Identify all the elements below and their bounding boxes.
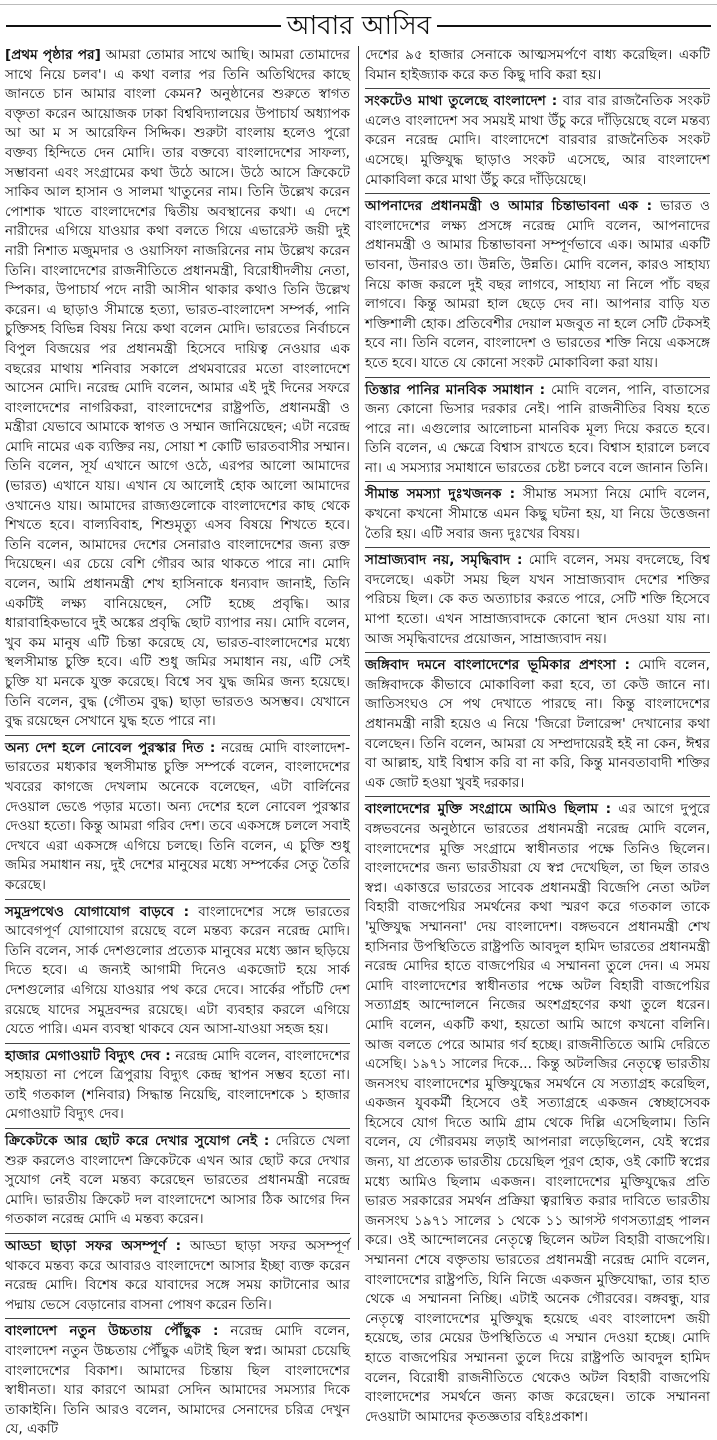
subheading: বাংলাদেশ নতুন উচ্চতায় পৌঁছুক : [5,1323,219,1340]
section-separator [365,547,710,548]
article-paragraph [5,739,350,896]
article-paragraph [365,381,710,479]
left-column [5,46,351,1438]
subheading: তিস্তার পানির মানবিক সমাধান : [365,381,546,398]
article-paragraph [365,197,710,373]
paragraph-text: ভারত ও বাংলাদেশের লক্ষ্য প্রসঙ্গে নরেন্দ্র মোদি বলেন, আপনাদের প্রধানমন্ত্রী ও আমার চিন্তাভাবনা সম্পূর্ণভাবে এক। আমার একটি ভাবনা, উনারও তা। উন্নতি, উন্নতি। মোদি বলেন, কারও সাহায্য নিয়ে কাজ করলে দুই বছর লাগবে, সাহায্য না নিলে পাঁচ বছর লাগবে। কিন্তু আমরা হাল ছেড়ে দেব না। আপনার বাড়ি যত শক্তিশালী হোক। প্রতিবেশীর দেয়াল মজবুত না হলে সেটি টেকসই হবে না। তিনি বলেন, বাংলাদেশ ও ভারতের শক্তি নিয়ে একসঙ্গে হতে হবে। যাতে যে কোনো সংকট মোকাবিলা করা যায়। [365,198,710,371]
section-separator [365,193,710,194]
paragraph-text: মোদি বলেন, সময় বদলেছে, বিশ্ব বদলেছে। একটা সময় ছিল যখন সাম্রাজ্যবাদ দেশের শক্তির পরিচয় ছিল। কে কত অত্যাচার করতে পারে, সেটি শক্তি হিসেবে মাপা হতো। এখন সাম্রাজ্যবাদকে কোনো স্থান দেওয়া যায় না। আজ সমৃদ্ধিবাদের প্রয়োজন, সাম্রাজ্যবাদ নয়। [365,552,710,647]
paragraph-text: বার বার রাজনৈতিক সংকট এলেও বাংলাদেশ সব সময়ই মাথা উঁচু করে দাঁড়িয়েছে বলে মন্তব্য করেন নরেন্দ্র মোদি। বাংলাদেশে বারবার রাজনৈতিক সংকট এসেছে। মুক্তিযুদ্ধ ছাড়াও সংকট এসেছে, আর বাংলাদেশ মোকাবিলা করে মাথা উঁচু করে দাঁড়িয়েছে। [365,93,710,188]
subheading: ক্রিকেটকে আর ছোট করে দেখার সুযোগ নেই : [5,1133,270,1150]
article-paragraph [5,1322,350,1440]
paragraph-text: এর আগে দুপুরে বঙ্গভবনের অনুষ্ঠানে ভারতের প্রধানমন্ত্রী নরেন্দ্র মোদি বলেন, বাংলাদেশের মুক্তি সংগ্রামে স্বাধীনতার পক্ষে তিনিও ছিলেন। বাংলাদেশের জন্য ভারতীয়রা যে স্বপ্ন দেখেছিল, তা ছিল তারও স্বপ্ন। একাত্তরে ভারতের সাবেক প্রধানমন্ত্রী বিজেপি নেতা অটল বিহারী বাজপেয়ির সমর্থনের কথা স্মরণ করে গতকাল তাকে 'মুক্তিযুদ্ধ সম্মাননা' দেয় বাংলাদেশ। বঙ্গভবনে প্রধানমন্ত্রী শেখ হাসিনার উপস্থিতিতে রাষ্ট্রপতি আবদুল হামিদ ভারতের প্রধানমন্ত্রী নরেন্দ্র মোদির হাতে বাজপেয়ির এ সম্মাননা তুলে দেন। এ সময় মোদি বাংলাদেশের স্বাধীনতার পক্ষে অটল বিহারী বাজপেয়ির সত্যাগ্রহ আন্দোলনে নিজের অংশগ্রহণের কথা তুলে ধরেন। মোদি বলেন, একটি কথা, হয়তো আমি আগে কখনো বলিনি। আজ বলতে পেরে আমার গর্ব হচ্ছে। রাজনীতিতে আমি দেরিতে এসেছি। ১৯৭১ সালের দিকে... কিন্তু অটলজির নেতৃত্বে ভারতীয় জনসংঘ বাংলাদেশের মুক্তিযুদ্ধের সমর্থনে যে সত্যাগ্রহ করেছিল, একজন যুবকর্মী হিসেবে ওই সত্যাগ্রহে একজন স্বেচ্ছাসেবক হিসেবে যোগ দিতে আমি গ্রাম থেকে দিল্লি এসেছিলাম। তিনি বলেন, যে গৌরবময় লড়াই আপনারা লড়েছিলেন, যেই স্বপ্নের জন্য, যা প্রত্যেক ভারতীয় চেয়েছিল পূরণ হোক, ওই কোটি স্বপ্নের মধ্যে আমিও ছিলাম একজন। বাংলাদেশের মুক্তিযুদ্ধের প্রতি ভারত সরকারের সমর্থন প্রক্রিয়া ত্বরান্বিত করার দাবিতে ভারতীয় জনসংঘ ১৯৭১ সালের ১ থেকে ১১ আগস্ট গণসত্যাগ্রহ পালন করে। ওই আন্দোলনের নেতৃত্বে ছিলেন অটল বিহারী বাজপেয়ি। সম্মাননা শেষে বক্তৃতায় ভারতের প্রধানমন্ত্রী নরেন্দ্র মোদি বলেন, বাংলাদেশের রাষ্ট্রপতি, যিনি নিজে একজন মুক্তিযোদ্ধা, তার হাত থেকে এ সম্মাননা নিচ্ছি। এটাই অনেক গৌরবের। বঙ্গবন্ধু, যার নেতৃত্বে বাংলাদেশের মুক্তিযুদ্ধ হয়েছে এবং বাংলাদেশ জয়ী হয়েছে, তার মেয়ের উপস্থিতিতে এ সম্মান দেওয়া হচ্ছে। মোদি হাতে বাজপেয়ির সম্মাননা তুলে দিয়ে রাষ্ট্রপতি আবদুল হামিদ বলেন, বিরোধী রাজনীতিতে থেকেও অটল বিহারী বাজপেয়ি বাংলাদেশের সমর্থনে জন্য কাজ করেছেন। তাকে সম্মাননা দেওয়াটা আমাদের কৃতজ্ঞতার বহিঃপ্রকাশ। [365,801,710,1425]
subheading: সমুদ্রপথেও যোগাযোগ বাড়বে : [5,903,190,920]
article-paragraph [5,1132,350,1230]
section-separator [365,481,710,482]
right-column [365,46,711,1425]
subheading: [প্রথম পৃষ্ঠার পর] [5,47,101,63]
section-separator [5,1043,350,1044]
header-rule-left [6,25,281,27]
article-header [0,8,717,44]
article-paragraph [365,92,710,190]
paragraph-text: দেরিতে খেলা শুরু করলেও বাংলাদেশ ক্রিকেটকে এখন আর ছোট করে দেখার সুযোগ নেই বলে মন্তব্য করেছেন ভারতের প্রধানমন্ত্রী নরেন্দ্র মোদি। ভারতীয় ক্রিকেট দল বাংলাদেশে আসার ঠিক আগের দিন গতকাল নরেন্দ্র মোদি এ মন্তব্য করেন। [5,1133,350,1228]
top-border [0,0,717,5]
article-paragraph [365,800,710,1427]
article-paragraph [365,46,710,85]
paragraph-text: আমরা তোমার সাথে আছি। আমরা তোমাদের সাথে নিয়ে চলব'। এ কথা বলার পর তিনি অতিথিদের কাছে জানতে চান আমার বাংলা কেমন? অনুষ্ঠানের শুরুতে স্বাগত বক্তৃতা করেন আয়োজক ঢাকা বিশ্ববিদ্যালয়ের উপাচার্য অধ্যাপক আ আ ম স আরেফিন সিদ্দিক। শুরুটা বাংলায় হলেও পুরো বক্তব্য হিন্দিতে দেন মোদি। তার বক্তব্যে বাংলাদেশের সাফল্য, সম্ভাবনা এবং সংগ্রামের কথা উঠে আসে। উঠে আসে ক্রিকেটে সাকিব আল হাসান ও সালমা খাতুনের নাম। তিনি উল্লেখ করেন পোশাক খাতে বাংলাদেশের দ্বিতীয় অবস্থানের কথা। এ দেশে নারীদের এগিয়ে যাওয়ার কথা বলতে গিয়ে এভারেস্ট জয়ী দুই নারী নিশাত মজুমদার ও ওয়াসিফা নাজরিনের নাম উল্লেখ করেন তিনি। বাংলাদেশের রাজনীতিতে প্রধানমন্ত্রী, বিরোধীদলীয় নেতা, স্পিকার, উপাচার্য পদে নারী আসীন থাকার কথাও তিনি উল্লেখ করেন। এ ছাড়াও সীমান্তে হত্যা, ভারত-বাংলাদেশ সম্পর্ক, পানি চুক্তিসহ বিভিন্ন বিষয় নিয়ে কথা বলেন মোদি। ভারতের নির্বাচনে বিপুল বিজয়ের পর প্রধানমন্ত্রী হিসেবে দায়িত্ব নেওয়ার এক বছরের মাথায় শনিবার সকালে প্রথমবারের মতো বাংলাদেশে আসেন মোদি। নরেন্দ্র মোদি বলেন, আমার এই দুই দিনের সফরে বাংলাদেশের নাগরিকরা, বাংলাদেশের রাষ্ট্রপতি, প্রধানমন্ত্রী ও মন্ত্রীরা যেভাবে আমাকে স্বাগত ও সম্মান জানিয়েছেন; এটা নরেন্দ্র মোদি নামের এক ব্যক্তির নয়, সোয়া শ কোটি ভারতবাসীর সম্মান। তিনি বলেন, সূর্য এখানে আগে ওঠে, এরপর আলো আমাদের (ভারত) এখানে যায়। এখান যে আলোই হোক আলো আমাদের ওখানেও যায়। আমাদের রাজ্যগুলোকে বাংলাদেশের কাছ থেকে শিখতে হবে। বাল্যবিবাহ, শিশুমৃত্যু এসব বিষয়ে শিখতে হবে। তিনি বলেন, আমাদের দেশের সেনারাও বাংলাদেশের জন্য রক্ত দিয়েছেন। এর চেয়ে বেশি গৌরব আর থাকতে পারে না। মোদি বলেন, আমি প্রধানমন্ত্রী শেখ হাসিনাকে ধন্যবাদ জানাই, তিনি একটিই লক্ষ্য বানিয়েছেন, সেটি হচ্ছে প্রবৃদ্ধি। আর ধারাবাহিকভাবে দুই অঙ্কের প্রবৃদ্ধি ছোট ব্যাপার নয়। মোদি বলেন, খুব কম মানুষ এটি চিন্তা করেছে যে, ভারত-বাংলাদেশের মধ্যে স্থলসীমান্ত চুক্তি হবে। এটি শুধু জমির সমাধান নয়, এটি সেই চুক্তি যা মনকে যুক্ত করেছে। বিশ্বে সব যুদ্ধ জমির জন্য হয়েছে। তিনি বলেন, বুদ্ধ (গৌতম বুদ্ধ) ছাড়া ভারতও অসম্ভব। যেখানে বুদ্ধ রয়েছেন সেখানে যুদ্ধ হতে পারে না। [5,47,350,730]
section-separator [5,1233,350,1234]
paragraph-text: নরেন্দ্র মোদি বলেন, বাংলাদেশ নতুন উচ্চতায় পৌঁছুক এটাই ছিল স্বপ্ন। আমরা চেয়েছি বাংলাদেশের বিকাশ। আমাদের চিন্তায় ছিল বাংলাদেশের স্বাধীনতা। যার কারণে আমরা সেদিন আমাদের সমস্যার দিকে তাকাইনি। তিনি আরও বলেন, আমাদের সেনাদের চরিত্র দেখুন যে, একটি [5,1323,351,1438]
article-body [5,46,712,1438]
subheading: হাজার মেগাওয়াট বিদ্যুৎ দেব : [5,1047,171,1064]
subheading: অন্য দেশ হলে নোবেল পুরস্কার দিত : [5,739,216,756]
article-paragraph [5,46,350,732]
paragraph-text: মোদি বলেন, পানি, বাতাসের জন্য কোনো ভিসার দরকার নেই। পানি রাজনীতির বিষয় হতে পারে না। এগুলোর আলোচনা মানবিক মূল্য দিয়ে করতে হবে। তিনি বলেন, এ ক্ষেত্রে বিশ্বাস রাখতে হবে। বিশ্বাস হারালে চলবে না। এ সমস্যার সমাধানে ভারতের চেষ্টা চলবে বলে জানান তিনি। [365,381,710,476]
paragraph-text: দেশের ৯৫ হাজার সেনাকে আত্মসমর্পণে বাধ্য করেছিল। একটি বিমান হাইজ্যাক করে কত কিছু দাবি করা হয়। [365,47,710,83]
subheading: সংকটেও মাথা তুলেছে বাংলাদেশ : [365,93,558,110]
section-separator [365,377,710,378]
subheading: জঙ্গিবাদ দমনে বাংলাদেশের ভূমিকার প্রশংসা : [365,657,630,674]
article-paragraph [365,551,710,649]
subheading: সাম্রাজ্যবাদ নয়, সমৃদ্ধিবাদ : [365,552,523,569]
section-separator [5,735,350,736]
article-paragraph [5,903,350,1040]
paragraph-text: মোদি বলেন, জঙ্গিবাদকে কীভাবে মোকাবিলা করা হবে, তা কেউ জানে না। জাতিসংঘও সে পথ দেখাতে পারছে না। কিন্তু বাংলাদেশের প্রধানমন্ত্রী নারী হয়েও এ নিয়ে 'জিরো টলারেন্স' দেখানোর কথা বলেছেন। তিনি বলেন, আমরা যে সম্প্রদায়েরই হই না কেন, ঈশ্বর বা আল্লাহ, যাই বিশ্বাস করি বা না করি, কিন্তু মানবতাবাদী শক্তির এক জোট হওয়া খুবই দরকার। [365,657,710,791]
section-separator [365,796,710,797]
subheading: আপনাদের প্রধানমন্ত্রী ও আমার চিন্তাভাবনা এক : [365,198,653,215]
article-paragraph [365,656,710,793]
paragraph-text: বাংলাদেশের সঙ্গে ভারতের আবেগপূর্ণ যোগাযোগ রয়েছে বলে মন্তব্য করেন নরেন্দ্র মোদি। তিনি বলেন, সার্ক দেশগুলোর প্রত্যেক মানুষের মধ্যে জ্ঞান ছড়িয়ে দিতে হবে। এ জন্যই আগামী দিনেও একজোট হয়ে সার্ক দেশগুলোর এগিয়ে যাওয়ার পথ করে দেবে। সার্কের পাঁচটি দেশ রয়েছে যাদের সমুদ্রবন্দর রয়েছে। এটা ব্যবহার করলে এগিয়ে যেতে পারি। এমন ব্যবস্থা থাকবে যেন আসা-যাওয়া সহজ হয়। [5,903,350,1038]
subheading: সীমান্ত সমস্যা দুঃখজনক : [365,486,516,503]
paragraph-text: নরেন্দ্র মোদি বলেন, বাংলাদেশের সহায়তা না পেলে ত্রিপুরায় বিদ্যুৎ কেন্দ্র স্থাপন সম্ভব হতো না। তাই গতকাল (শনিবার) সিদ্ধান্ত নিয়েছি, বাংলাদেশকে ১ হাজার মেগাওয়াট বিদ্যুৎ দেব। [5,1047,350,1123]
section-separator [365,88,710,89]
article-paragraph [5,1047,350,1125]
paragraph-text: নরেন্দ্র মোদি বাংলাদেশ-ভারতের মধ্যকার স্থলসীমান্ত চুক্তি সম্পর্কে বলেন, বাংলাদেশের খবরের কাগজে দেখলাম অনেকে বলেছেন, এটা বার্লিনের দেওয়াল ভেঙে পড়ার মতো। অন্য দেশের হলে নোবেল পুরস্কার দেওয়া হতো। কিন্তু আমরা গরিব দেশ। তবে একসঙ্গে চললে সবাই দেখবে এরা একসঙ্গে এগিয়ে চলছে। তিনি বলেন, এ চুক্তি শুধু জমির সমাধান নয়, দুই দেশের মানুষের মধ্যে সম্পর্কের সেতু তৈরি করেছে। [5,739,351,893]
section-separator [365,652,710,653]
headline: আবার আসিব [286,11,432,41]
section-separator [5,1128,350,1129]
article-paragraph [365,485,710,544]
subheading: আড্ডা ছাড়া সফর অসম্পূর্ণ : [5,1238,182,1255]
subheading: বাংলাদেশের মুক্তি সংগ্রামে আমিও ছিলাম : [365,801,612,818]
paragraph-text: সীমান্ত সমস্যা নিয়ে মোদি বলেন, কখনো কখনো সীমান্তে এমন কিছু ঘটনা হয়, যা নিয়ে উত্তেজনা তৈরি হয়। এটি সবার জন্য দুঃখের বিষয়। [365,486,711,542]
section-separator [5,899,350,900]
paragraph-text: আড্ডা ছাড়া সফর অসম্পূর্ণ থাকবে মন্তব্য করে আবারও বাংলাদেশে আসার ইচ্ছা ব্যক্ত করেন নরেন্দ্র মোদি। বিশেষ করে যাবাদের সঙ্গে সময় কাটানোর আর পদ্মায় ভেসে বেড়ানোর বাসনা পোষণ করেন তিনি। [5,1238,350,1313]
header-rule-right [437,25,711,27]
article-paragraph [5,1237,350,1315]
section-separator [5,1318,350,1319]
